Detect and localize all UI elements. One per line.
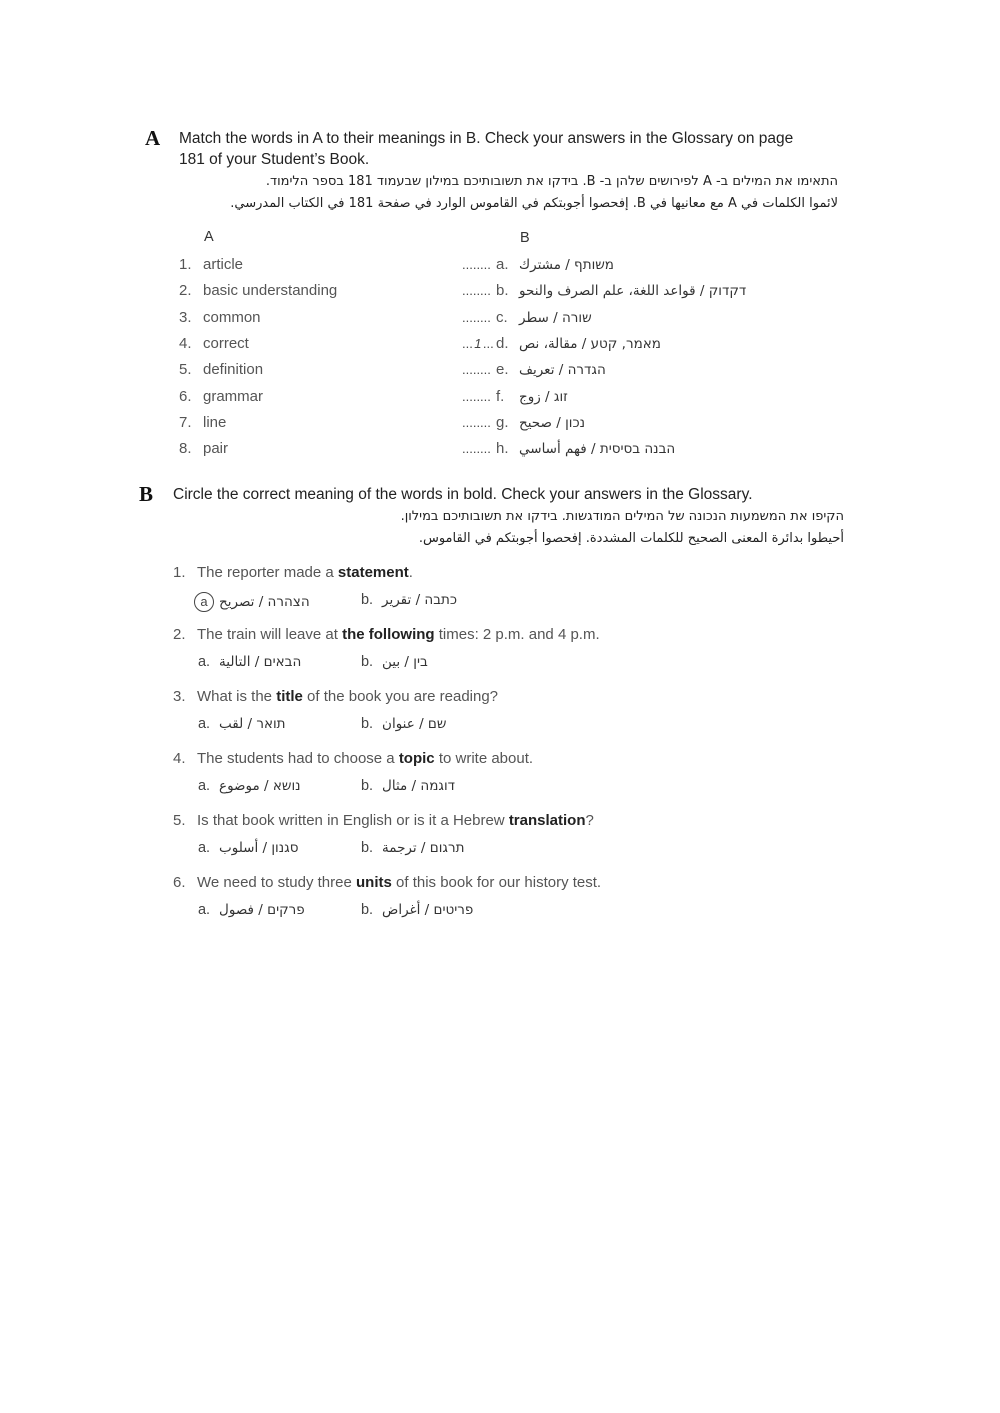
- section-a-instruction-line2: 181 of your Student’s Book.: [179, 151, 370, 168]
- question-number: 6.: [173, 874, 186, 891]
- question-text-before: The train will leave at: [197, 626, 343, 643]
- column-b-header: B: [520, 230, 530, 246]
- option-meaning: תרגום / ترجمة: [382, 840, 465, 856]
- section-b-hebrew-instruction: הקיפו את המשמעות הנכונה של המילים המודגשות. בידקו את תשובותיכם במילון.: [400, 509, 844, 524]
- item-number: 7.: [179, 413, 192, 431]
- option-a[interactable]: [193, 654, 301, 670]
- blank-dots: ...: [482, 335, 494, 351]
- option-meaning: פרקים / فصول: [219, 902, 305, 918]
- item-number: 2.: [179, 282, 192, 300]
- option-meaning: הבאים / التالية: [219, 654, 302, 670]
- option-a[interactable]: [193, 778, 301, 794]
- bold-word: topic: [398, 750, 435, 767]
- question-4: [173, 750, 533, 767]
- question-3: [173, 688, 498, 705]
- meaning-letter: e.: [496, 361, 509, 379]
- blank-dots: ........: [462, 283, 491, 299]
- item-word: pair: [203, 440, 229, 458]
- blank-dots: ...: [462, 335, 473, 351]
- option-label: b.: [360, 716, 374, 732]
- item-number: 5.: [179, 361, 192, 379]
- section-a-instruction-line1: Match the words in A to their meanings in B. Check your answers in the Glossary on page: [179, 130, 794, 147]
- blank-dots: ........: [462, 388, 491, 404]
- bold-word: units: [356, 874, 392, 891]
- answer-blank[interactable]: [462, 415, 491, 430]
- section-b-letter: B: [139, 482, 154, 506]
- answer-blank[interactable]: [462, 283, 491, 298]
- question-text-after: to write about.: [434, 750, 534, 767]
- question-1: [173, 564, 413, 581]
- question-text-after: times: 2 p.m. and 4 p.m.: [434, 626, 600, 643]
- option-meaning: הצהרה / تصريح: [219, 594, 310, 610]
- bold-word: translation: [508, 812, 586, 829]
- answer-blank[interactable]: [462, 389, 491, 404]
- bold-word: the following: [342, 626, 435, 643]
- item-number: 1.: [179, 256, 192, 273]
- question-number: 3.: [173, 688, 186, 705]
- section-a-arabic-instruction: لائموا الكلمات في A مع معانيها في B. إفحصوا أجوبتكم في القاموس الوارد في صفحة 181 في الكتاب المدرسي.: [230, 196, 838, 211]
- answer-blank[interactable]: [462, 362, 491, 377]
- match-item-a-2: [179, 282, 337, 299]
- match-item-a-7: [179, 414, 226, 431]
- item-number: 4.: [179, 334, 192, 352]
- item-word: basic understanding: [203, 282, 338, 300]
- option-a[interactable]: [193, 902, 305, 918]
- option-b[interactable]: [356, 902, 473, 918]
- question-6: [173, 874, 601, 891]
- column-a-header: A: [204, 229, 214, 245]
- answer-blank[interactable]: [462, 310, 491, 325]
- meaning-letter: a.: [496, 256, 509, 273]
- section-b-instruction: Circle the correct meaning of the words in bold. Check your answers in the Glossary.: [173, 486, 753, 503]
- option-b[interactable]: [356, 778, 455, 794]
- meaning-text: הגדרה / تعريف: [519, 362, 606, 379]
- option-meaning: פריטים / أغراض: [382, 902, 474, 918]
- option-meaning: שם / عنوان: [382, 716, 447, 732]
- answer-fill: 1: [474, 335, 482, 351]
- match-item-a-6: [179, 388, 263, 405]
- answer-blank[interactable]: [462, 441, 491, 456]
- question-text-after: of this book for our history test.: [391, 874, 602, 891]
- blank-dots: ........: [462, 309, 491, 325]
- option-a[interactable]: [193, 840, 298, 856]
- question-5: [173, 812, 594, 829]
- option-b[interactable]: [356, 716, 446, 732]
- question-text-before: Is that book written in English or is it a Hebrew: [197, 812, 509, 829]
- option-meaning: בין / بين: [382, 654, 428, 670]
- option-label: a.: [197, 902, 211, 918]
- question-text-after: .: [408, 564, 413, 581]
- item-number: 6.: [179, 387, 192, 405]
- meaning-letter: d.: [496, 334, 509, 352]
- option-label: b.: [360, 654, 374, 670]
- meaning-text: דקדוק / قواعد اللغة، علم الصرف والنحو: [519, 283, 747, 300]
- question-text-before: What is the: [197, 688, 277, 705]
- option-label: a.: [197, 840, 211, 856]
- section-a-hebrew-instruction: התאימו את המילים ב- A לפירושים שלהן ב- B. בידקו את תשובותיכם במילון שבעמוד 181 בספר הלימוד.: [265, 174, 838, 189]
- question-2: [173, 626, 600, 643]
- option-label: a.: [197, 716, 211, 732]
- meaning-text: הבנה בסיסית / فهم أساسي: [519, 441, 676, 458]
- meaning-text: נכון / صحيح: [519, 414, 585, 431]
- option-label: a.: [197, 778, 211, 794]
- option-meaning: תואר / لقب: [219, 716, 286, 732]
- option-label: b.: [360, 902, 374, 918]
- meaning-letter: b.: [496, 282, 509, 300]
- item-word: correct: [203, 334, 249, 352]
- option-meaning: נושא / موضوع: [219, 778, 301, 794]
- item-number: 8.: [179, 440, 192, 458]
- option-label: b.: [360, 592, 374, 608]
- item-word: definition: [203, 361, 264, 379]
- option-label: b.: [360, 778, 374, 794]
- match-item-a-3: [179, 309, 261, 326]
- answer-blank[interactable]: [462, 336, 494, 351]
- match-item-a-1: [179, 256, 243, 273]
- question-text-after: ?: [585, 812, 594, 829]
- circled-answer: a: [194, 592, 214, 612]
- meaning-text: זוג / زوج: [519, 388, 568, 405]
- item-word: grammar: [203, 387, 264, 405]
- blank-dots: ........: [462, 441, 491, 457]
- option-meaning: כתבה / تقرير: [382, 592, 458, 608]
- item-word: common: [203, 308, 261, 326]
- question-text-after: of the book you are reading?: [302, 688, 499, 705]
- meaning-text: מאמר, קטע / مقالة، نص: [519, 335, 661, 352]
- meaning-letter: f.: [496, 387, 505, 405]
- bold-word: title: [276, 688, 303, 705]
- option-label: b.: [360, 840, 374, 856]
- option-label: a.: [197, 654, 211, 670]
- meaning-letter: h.: [496, 440, 509, 458]
- section-b-arabic-instruction: أحيطوا بدائرة المعنى الصحيح للكلمات المشددة. إفحصوا أجوبتكم في القاموس.: [418, 531, 844, 546]
- item-number: 3.: [179, 308, 192, 326]
- section-a-letter: A: [145, 126, 161, 150]
- match-item-a-4: [179, 335, 249, 352]
- blank-dots: ........: [462, 257, 491, 272]
- question-number: 4.: [173, 750, 186, 767]
- meaning-text: משותף / مشترك: [519, 257, 614, 273]
- meaning-text: שורה / سطر: [519, 309, 592, 326]
- question-text-before: The reporter made a: [197, 564, 338, 581]
- bold-word: statement: [337, 564, 409, 581]
- meaning-letter: g.: [496, 413, 509, 431]
- question-number: 5.: [173, 812, 186, 829]
- question-text-before: We need to study three: [197, 874, 356, 891]
- option-b[interactable]: [356, 840, 464, 856]
- question-number: 2.: [173, 626, 186, 643]
- option-a[interactable]: [193, 592, 310, 612]
- option-b[interactable]: [356, 592, 457, 608]
- item-word: line: [203, 413, 227, 431]
- item-word: article: [203, 256, 244, 273]
- question-text-before: The students had to choose a: [197, 750, 399, 767]
- option-meaning: סגנון / أسلوب: [219, 840, 299, 856]
- answer-blank[interactable]: [462, 257, 491, 272]
- blank-dots: ........: [462, 414, 491, 430]
- blank-dots: ........: [462, 362, 491, 378]
- option-meaning: דוגמה / مثال: [382, 778, 455, 794]
- option-a[interactable]: [193, 716, 286, 732]
- meaning-letter: c.: [496, 308, 508, 326]
- match-item-a-8: [179, 440, 228, 457]
- match-item-a-5: [179, 361, 263, 378]
- option-b[interactable]: [356, 654, 428, 670]
- question-number: 1.: [173, 564, 186, 581]
